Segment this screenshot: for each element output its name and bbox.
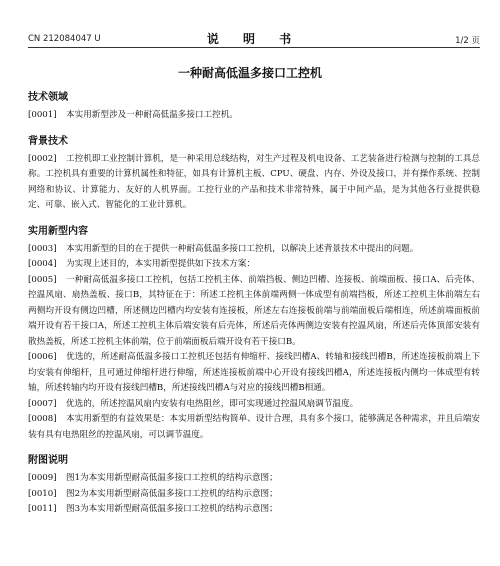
page-header bbox=[28, 30, 480, 46]
paragraph-text: 图1为本实用新型耐高低温多接口工控机的结构示意图； bbox=[66, 473, 278, 483]
paragraph-text: 本实用新型的有益效果是：本实用新型结构简单、设计合理，具有多个接口，能够满足各种需求，并且后端安装有具有电热阻丝的控温风扇，可以调节温度。 bbox=[28, 414, 480, 440]
paragraph-number: [0003] bbox=[28, 243, 57, 254]
paragraph bbox=[28, 397, 480, 413]
paragraph bbox=[28, 257, 480, 273]
paragraph-text: 图2为本实用新型耐高低温多接口工控机的结构示意图； bbox=[66, 488, 278, 499]
section-heading: 背景技术 bbox=[28, 135, 68, 147]
paragraph-number: [0011] bbox=[28, 504, 57, 514]
paragraph-number: [0001] bbox=[28, 110, 57, 120]
paragraph-number: [0010] bbox=[28, 488, 57, 499]
paragraph-text: 优选的，所述耐高低温多接口工控机还包括有伸缩杆、接线凹槽A、转轴和接线凹槽B，所述连接板前端上下均安装有伸缩杆，且可通过伸缩杆进行伸缩，所述连接板前端中心开设有接线凹槽A，所述连接板内侧均一体成型有转轴，所述转轴内均开设有接线凹槽B，所述接线凹槽A与对应的接线凹槽B相通。 bbox=[28, 352, 480, 393]
paragraph-text: 一种耐高低温多接口工控机，包括工控机主体、前端挡板、侧边凹槽、连接板、前端面板、接口A、后壳体、控温风扇、扇热盖板、接口B，其特征在于：所述工控机主体前端两侧一体成型有前端挡板，所述工控机主体前端左右两侧均开设有侧边凹槽，所述侧边凹槽内均安装有连接板，所述左右连接板前端与前端面板后端相连，所述前端面板前端开设有若干接口A，所述工控机主体后端安装有后壳体，所述后壳体两侧边安装有控温风扇，所述后壳体顶部安装有散热盖板，所述工控机主体前端，位于前端面板后端开设有若干接口B。 bbox=[28, 274, 480, 347]
paragraph bbox=[28, 350, 480, 397]
paragraph bbox=[28, 273, 480, 351]
section-heading: 实用新型内容 bbox=[28, 225, 88, 237]
paragraph-number: [0006] bbox=[28, 352, 57, 362]
paragraph-number: [0004] bbox=[28, 259, 57, 269]
paragraph-text: 本实用新型的目的在于提供一种耐高低温多接口工控机，以解决上述背景技术中提出的问题。 bbox=[66, 243, 419, 254]
paragraph-number: [0005] bbox=[28, 274, 57, 285]
paragraph bbox=[28, 502, 480, 518]
paragraph-number: [0007] bbox=[28, 398, 57, 409]
paragraph-text: 为实现上述目的，本实用新型提供如下技术方案： bbox=[66, 259, 256, 269]
header-rule bbox=[28, 47, 480, 48]
paragraph-number: [0009] bbox=[28, 473, 57, 483]
paragraph-text: 工控机即工业控制计算机，是一种采用总线结构，对生产过程及机电设备、工艺装备进行检测与控制的工具总称。工控机具有重要的计算机属性和特征，如具有计算机主板、CPU、硬盘、内存、外设及接口，并有操作系统、控制网络和协议、计算能力、友好的人机界面。工控行业的产品和技术非常特殊，属于中间产品，是为其他各行业提供稳定、可靠、嵌入式、智能化的工业计算机。 bbox=[28, 153, 480, 210]
section-label: 说 明 书 bbox=[206, 32, 302, 46]
section-heading: 附图说明 bbox=[28, 455, 68, 466]
paragraph bbox=[28, 412, 480, 443]
paragraph bbox=[28, 152, 480, 214]
paragraph-number: [0008] bbox=[28, 414, 57, 424]
paragraph bbox=[28, 487, 480, 503]
document-body bbox=[28, 90, 480, 518]
paragraph-text: 优选的，所述控温风扇内安装有电热阻丝，即可实现通过控温风扇调节温度。 bbox=[66, 398, 359, 409]
paragraph bbox=[28, 108, 480, 124]
paragraph bbox=[28, 471, 480, 487]
section-heading: 技术领域 bbox=[28, 92, 68, 103]
document-number: CN 212084047 U bbox=[28, 34, 101, 44]
paragraph-number: [0002] bbox=[28, 153, 57, 164]
document-title: 一种耐高低温多接口工控机 bbox=[177, 66, 322, 80]
paragraph-text: 本实用新型涉及一种耐高低温多接口工控机。 bbox=[66, 110, 238, 120]
paragraph bbox=[28, 242, 480, 258]
page-number: 1/2 页 bbox=[455, 36, 480, 46]
paragraph-text: 图3为本实用新型耐高低温多接口工控机的结构示意图； bbox=[66, 504, 278, 514]
